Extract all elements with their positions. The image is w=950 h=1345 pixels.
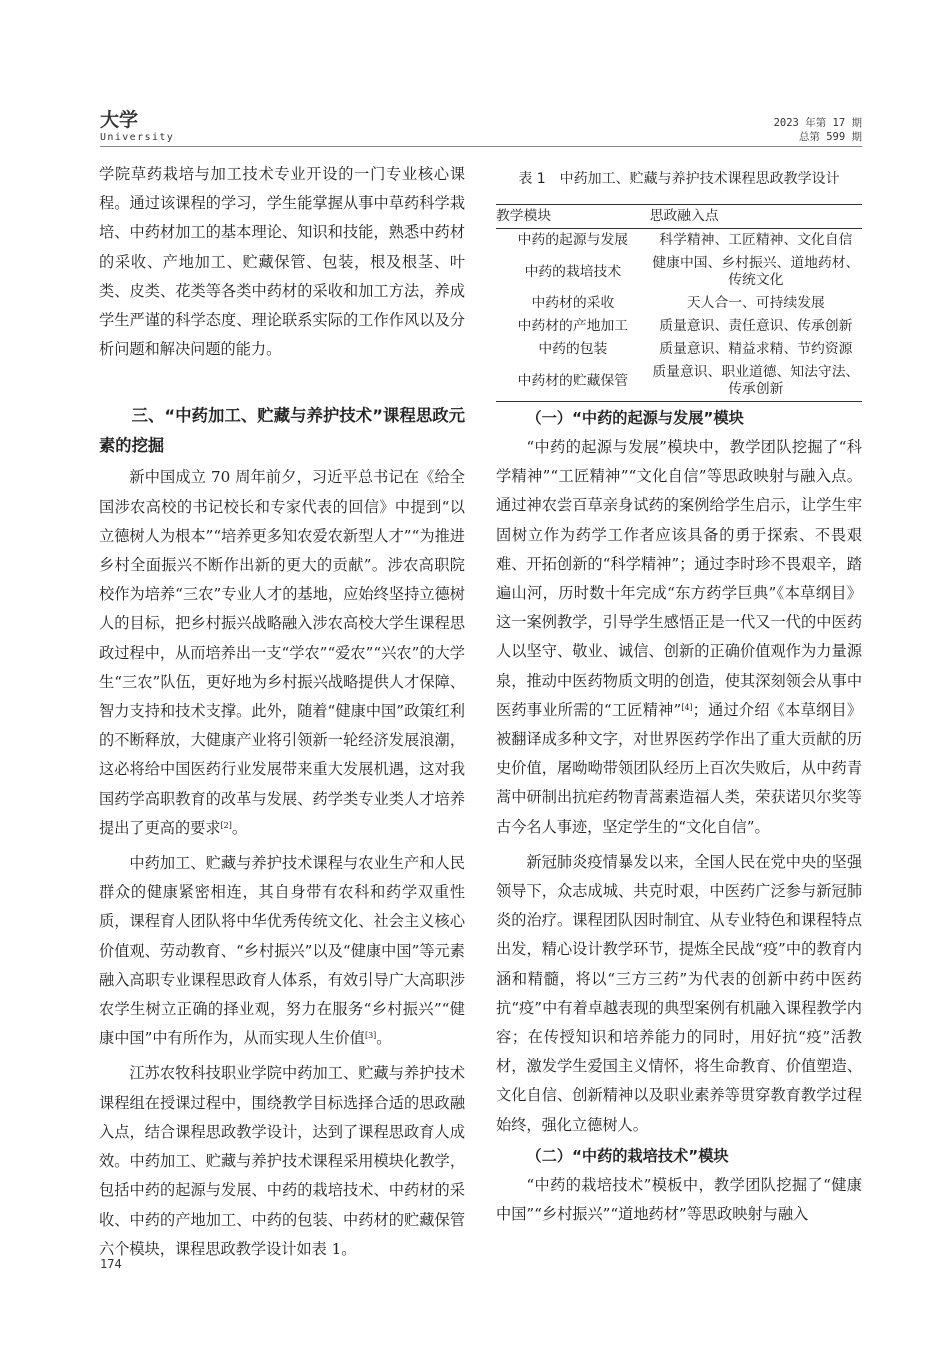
issue-info [774, 116, 862, 144]
header-rule [100, 146, 862, 147]
body-paragraph: 新冠肺炎疫情暴发以来，全国人民在党中央的坚强领导下，众志成城、共克时艰，中医药广泛参与新冠肺炎的治疗。课程团队因时制宜、从专业特色和课程特点出发，精心设计教学环节，提炼全民战“疫”中的教育内涵和精髓，将以“三方三药”为代表的创新中药中医药抗“疫”中有着卓越表现的典型案例有机融入课程教学内容；在传授知识和培养能力的同时，用好抗“疫”活教材，激发学生爱国主义情怀，将生命教育、价值塑造、文化自信、创新精神以及职业素养等贯穿教育教学过程始终，强化立德树人。 [496, 852, 862, 1134]
table-cell: 中药材的贮藏保管 [496, 361, 650, 402]
table-cell: 中药的栽培技术 [524, 263, 622, 280]
total-issue-number: 总第 599 期 [798, 131, 862, 143]
table-cell: 质量意识、责任意识、传承创新 [659, 318, 853, 334]
journal-title: 大学 [100, 109, 139, 131]
paragraph-text: 中药加工、贮藏与养护技术课程与农业生产和人民群众的健康紧密相连，其自身带有农科和药学双重性质，课程育人团队将中华优秀传统文化、社会主义核心价值观、劳动教育、“乡村振兴”以及“健康中国”等元素融入高职专业课程思政育人体系，有效引导广大高职涉农学生树立正确的择业观，努力在服务“乡村振兴”“健康中国”中有所作为，从而实现人生价值 [99, 854, 465, 1048]
body-paragraph: “中药的栽培技术”模板中，教学团队挖掘了“健康中国”“乡村振兴”“道地药材”等思政映射与融入 [496, 1175, 862, 1224]
table-row [496, 229, 862, 253]
journal-subtitle: University [100, 132, 175, 143]
table-cell: 中药的起源与发展 [517, 232, 629, 248]
table-cell: 中药材的采收 [531, 295, 615, 311]
issue-number: 2023 年第 17 期 [773, 117, 862, 129]
subsection-heading-2: （二）“中药的栽培技术”模块 [526, 1146, 729, 1165]
left-column [99, 160, 465, 1264]
section-heading: 三、“中药加工、贮藏与养护技术”课程思政元素的挖掘 [99, 406, 465, 456]
body-paragraph [99, 463, 465, 843]
citation-2: [2] [220, 820, 232, 830]
table-row [496, 252, 862, 292]
paragraph-end: ；通过介绍《本草纲目》被翻译成多种文字，对世界医药学作出了重大贡献的历史价值，屠呦呦带领团队经历上百次失败后，从中药青蒿中研制出抗疟药物青蒿素造福人类，荣获诺贝尔奖等古今名人事迹，坚定学生的“文化自信”。 [496, 700, 863, 836]
body-paragraph: 江苏农牧科技职业学院中药加工、贮藏与养护技术课程组在授课过程中，围绕教学目标选择合适的思政融入点，结合课程思政教学设计，达到了课程思政育人成效。中药加工、贮藏与养护技术课程采用模块化教学，包括中药的起源与发展、中药的栽培技术、中药材的采收、中药的产地加工、中药的包装、中药材的贮藏保管六个模块，课程思政教学设计如表 1。 [99, 1064, 465, 1258]
journal-masthead [100, 110, 174, 143]
table-cell: 中药材的产地加工 [517, 318, 629, 334]
table-cell: 科学精神、工匠精神、文化自信 [659, 232, 853, 248]
table-header-row [496, 205, 862, 229]
table-header-points: 思政融入点 [650, 205, 862, 229]
paragraph-text: “中药的起源与发展”模块中，教学团队挖掘了“科学精神”“工匠精神”“文化自信”等思政映射与融入点。通过神农尝百草亲身试药的案例给学生启示，让学生牢固树立作为药学工作者应该具备的勇于探索、不畏艰难、开拓创新的“科学精神”；通过李时珍不畏艰辛，踏遍山河，历时数十年完成“东方药学巨典”《本草纲目》这一案例教学，引导学生感悟正是一代又一代的中医药人以坚守、敬业、诚信、创新的正确价值观作为力量源泉，推动中医药物质文明的创造，使其深刻领会从事中医药事业所需的“工匠精神” [496, 438, 862, 719]
table-cell: 质量意识、精益求精、节约资源 [659, 341, 853, 357]
body-paragraph [496, 433, 862, 842]
body-paragraph [99, 849, 465, 1053]
table-cell: 健康中国、乡村振兴、道地药材、传统文化 [652, 255, 860, 288]
table-row [496, 292, 862, 315]
paragraph-text: 新中国成立 70 周年前夕，习近平总书记在《给全国涉农高校的书记校长和专家代表的回信》中提到“以立德树人为根本”“培养更多知农爱农新型人才”“为推进乡村全面振兴不断作出新的更大的贡献”。涉农高职院校作为培养“三农”专业人才的基地，应始终坚持立德树人的目标，把乡村振兴战略融入涉农高校大学生课程思政过程中，从而培养出一支“学农”“爱农”“兴农”的大学生“三农”队伍，更好地为乡村振兴战略提供人才保障、智力支持和技术支撑。此外，随着“健康中国”政策红利的不断释放，大健康产业将引领新一轮经济发展浪潮，这必将给中国医药行业发展带来重大发展机遇，这对我国药学高职教育的改革与发展、药学类专业类人才培养提出了更高的要求 [99, 468, 465, 837]
table-cell: 中药的包装 [538, 341, 608, 357]
page-number: 174 [100, 1257, 122, 1271]
table-row [496, 361, 862, 402]
intro-paragraph: 学院草药栽培与加工技术专业开设的一门专业核心课程。通过该课程的学习，学生能掌握从事中草药科学栽培、中药材加工的基本理论、知识和技能，熟悉中药材的采收、产地加工、贮藏保管、包装，根及根茎、叶类、皮类、花类等各类中药材的采收和加工方法，养成学生严谨的科学态度、理论联系实际的工作作风以及分析问题和解决问题的能力。 [99, 165, 465, 359]
right-column [496, 160, 862, 1229]
paragraph-end: 。 [231, 818, 248, 837]
table-cell: 质量意识、职业道德、知法守法、传承创新 [650, 361, 862, 402]
table-caption: 表 1 中药加工、贮藏与养护技术课程思政教学设计 [518, 171, 840, 187]
course-design-table [496, 204, 862, 402]
table-row [496, 338, 862, 361]
subsection-heading-1: （一）“中药的起源与发展”模块 [526, 409, 744, 427]
table-header-module: 教学模块 [496, 205, 650, 229]
citation-3: [3] [364, 1031, 377, 1041]
paragraph-end: 。 [376, 1029, 392, 1048]
table-cell: 天人合一、可持续发展 [686, 295, 825, 311]
citation-4: [4] [681, 702, 693, 712]
table-row [496, 315, 862, 338]
